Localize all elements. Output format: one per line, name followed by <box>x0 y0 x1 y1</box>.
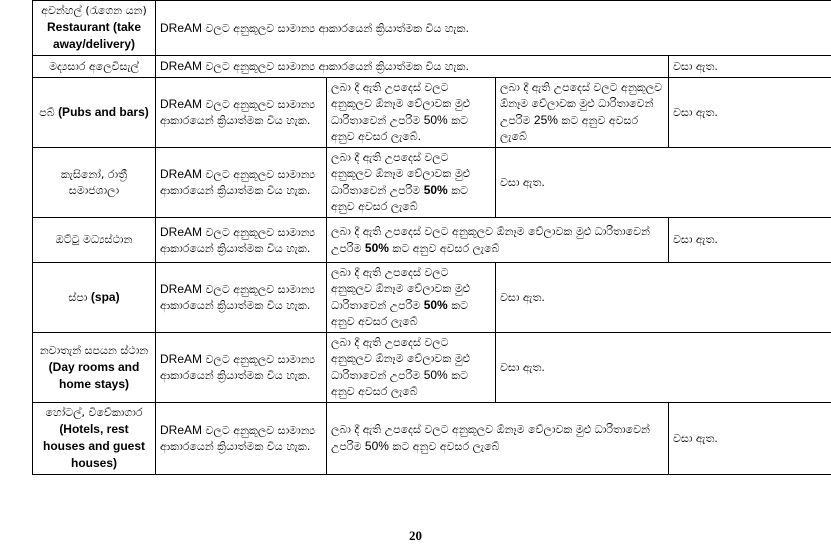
category-label-si: මද්‍යසාර අලෙවිසැල් <box>49 59 139 73</box>
capacity-percent: 50% <box>423 113 448 127</box>
status-cell <box>496 263 831 333</box>
status-text: වසා ඇත. <box>673 59 718 73</box>
dream-label: DReAM <box>160 423 203 437</box>
status-cell <box>496 148 831 218</box>
status-text: වසා ඇත. <box>500 360 545 374</box>
category-label-si: අවන්හල් (රැගෙන යන) <box>41 4 147 17</box>
capacity-percent: 50% <box>423 183 448 197</box>
table-row <box>33 263 831 333</box>
capacity-text: ලබා දී ඇති උපදෙස් වලට අනුකූලව ඕනෑම වේලාවක මුළු ධාරිතාවෙන් උපරිම <box>331 266 471 312</box>
dream-label: DReAM <box>160 167 203 181</box>
status-cell <box>496 333 831 403</box>
capacity-cell <box>496 78 669 148</box>
rule-cell <box>156 78 327 148</box>
capacity-cell <box>327 333 496 403</box>
capacity-cell <box>327 403 669 475</box>
capacity-percent: 50% <box>364 240 389 255</box>
status-text: වසා ඇත. <box>673 431 718 445</box>
dream-label: DReAM <box>160 59 203 73</box>
category-label-en: (Hotels, rest houses and guest houses) <box>42 422 146 470</box>
capacity-text-end: කට අනුව අවසර ලැබේ <box>331 184 469 213</box>
capacity-percent: 50% <box>423 368 448 382</box>
table-row <box>33 56 831 78</box>
page-number: 20 <box>409 528 422 543</box>
category-label-si: පබ් <box>39 106 55 119</box>
status-text: වසා ඇත. <box>673 105 718 119</box>
capacity-text-end: කට අනුව අවසර ලැබේ <box>331 369 469 398</box>
capacity-text-end: කට අනුව අවසර ලැබේ <box>388 241 500 255</box>
capacity-text: ලබා දී ඇති උපදෙස් වලට අනුකූලව ඕනෑම වේලාවක මුළු ධාරිතාවෙන් උපරිම <box>500 81 662 127</box>
rule-text: වලට අනුකූලව සාමාන්‍ය ආකාරයෙන් ක්‍රියාත්මක විය හැක. <box>202 21 469 35</box>
table-row <box>33 78 831 148</box>
rule-text: වලට අනුකූලව සාමාන්‍ය ආකාරයෙන් ක්‍රියාත්මක විය හැක. <box>160 98 316 127</box>
status-cell <box>669 78 831 148</box>
capacity-cell <box>327 263 496 333</box>
rule-text: වලට අනුකූලව සාමාන්‍ය ආකාරයෙන් ක්‍රියාත්මක විය හැක. <box>160 168 316 197</box>
capacity-text-end: කට අනුව අවසර ලැබේ <box>500 114 639 143</box>
category-cell <box>33 333 156 403</box>
capacity-text: ලබා දී ඇති උපදෙස් වලට අනුකූලව ඕනෑම වේලාවක මුළු ධාරිතාවෙන් උපරිම <box>331 336 471 382</box>
category-label-si: ස්පා <box>68 291 88 304</box>
category-label-si: නවාතැන් සපයන ස්ථාන <box>39 343 149 357</box>
category-cell <box>33 78 156 148</box>
category-label-en: (spa) <box>90 290 120 304</box>
capacity-cell <box>327 218 669 263</box>
table-row <box>33 218 831 263</box>
category-cell <box>33 148 156 218</box>
rule-cell <box>156 218 327 263</box>
capacity-percent: 50% <box>423 298 448 312</box>
category-cell <box>33 1 156 56</box>
category-label-si: හෝටල්, විවේකාගාර <box>45 406 143 419</box>
capacity-text-end: කට අනුව අවසර ලැබේ <box>331 299 469 328</box>
category-label-si: කැසිනෝ, රාත්‍රී සමාජශාලා <box>60 167 128 197</box>
table-row <box>33 333 831 403</box>
rule-cell <box>156 333 327 403</box>
regulations-table <box>32 0 831 475</box>
category-label-en: Restaurant (take away/delivery) <box>46 20 142 51</box>
status-cell <box>669 403 831 475</box>
rule-cell <box>156 56 669 78</box>
category-cell <box>33 263 156 333</box>
status-cell <box>669 56 831 78</box>
category-cell <box>33 218 156 263</box>
capacity-cell <box>327 148 496 218</box>
dream-label: DReAM <box>160 282 203 296</box>
rule-text: වලට අනුකූලව සාමාන්‍ය ආකාරයෙන් ක්‍රියාත්මක විය හැක. <box>160 283 316 312</box>
category-cell <box>33 56 156 78</box>
rule-cell <box>156 403 327 475</box>
category-cell <box>33 403 156 475</box>
dream-label: DReAM <box>160 97 203 111</box>
capacity-text: ලබා දී ඇති උපදෙස් වලට අනුකූලව ඕනෑම වේලාවක මුළු ධාරිතාවෙන් උපරිම <box>331 224 650 255</box>
rule-text: වලට අනුකූලව සාමාන්‍ය ආකාරයෙන් ක්‍රියාත්මක විය හැක. <box>160 353 316 382</box>
category-label-en: (Day rooms and home stays) <box>48 359 140 391</box>
rule-text: වලට අනුකූලව සාමාන්‍ය ආකාරයෙන් ක්‍රියාත්මක විය හැක. <box>160 225 316 255</box>
capacity-text: ලබා දී ඇති උපදෙස් වලට අනුකූලව ඕනෑම වේලාවක මුළු ධාරිතාවෙන් උපරිම <box>331 151 471 197</box>
capacity-percent: 50% <box>364 439 389 453</box>
rule-cell <box>156 1 831 56</box>
status-text: වසා ඇත. <box>500 175 545 189</box>
dream-label: DReAM <box>160 20 203 35</box>
capacity-text-end: කට අනුව අවසර ලැබේ. <box>331 114 469 143</box>
rule-cell <box>156 263 327 333</box>
rule-text: වලට අනුකූලව සාමාන්‍ය ආකාරයෙන් ක්‍රියාත්මක විය හැක. <box>160 424 316 453</box>
rule-text: වලට අනුකූලව සාමාන්‍ය ආකාරයෙන් ක්‍රියාත්මක විය හැක. <box>202 60 469 73</box>
category-label-si: ඔට්ටු මධ්‍යස්ථාන <box>55 233 133 246</box>
table-row <box>33 148 831 218</box>
rule-cell <box>156 148 327 218</box>
status-cell <box>669 218 831 263</box>
capacity-text: ලබා දී ඇති උපදෙස් වලට අනුකූලව ඕනෑම වේලාවක මුළු ධාරිතාවෙන් උපරිම <box>331 423 650 453</box>
capacity-percent: 25% <box>533 113 558 127</box>
table-row <box>33 403 831 475</box>
status-text: වසා ඇත. <box>673 233 718 246</box>
dream-label: DReAM <box>160 352 203 366</box>
capacity-cell <box>327 78 496 148</box>
capacity-text-end: කට අනුව අවසර ලැබේ <box>388 440 500 453</box>
dream-label: DReAM <box>160 224 203 239</box>
status-text: වසා ඇත. <box>500 290 545 304</box>
table-row <box>33 1 831 56</box>
category-label-en: (Pubs and bars) <box>58 105 149 119</box>
capacity-text: ලබා දී ඇති උපදෙස් වලට අනුකූලව ඕනෑම වේලාවක මුළු ධාරිතාවෙන් උපරිම <box>331 81 471 127</box>
